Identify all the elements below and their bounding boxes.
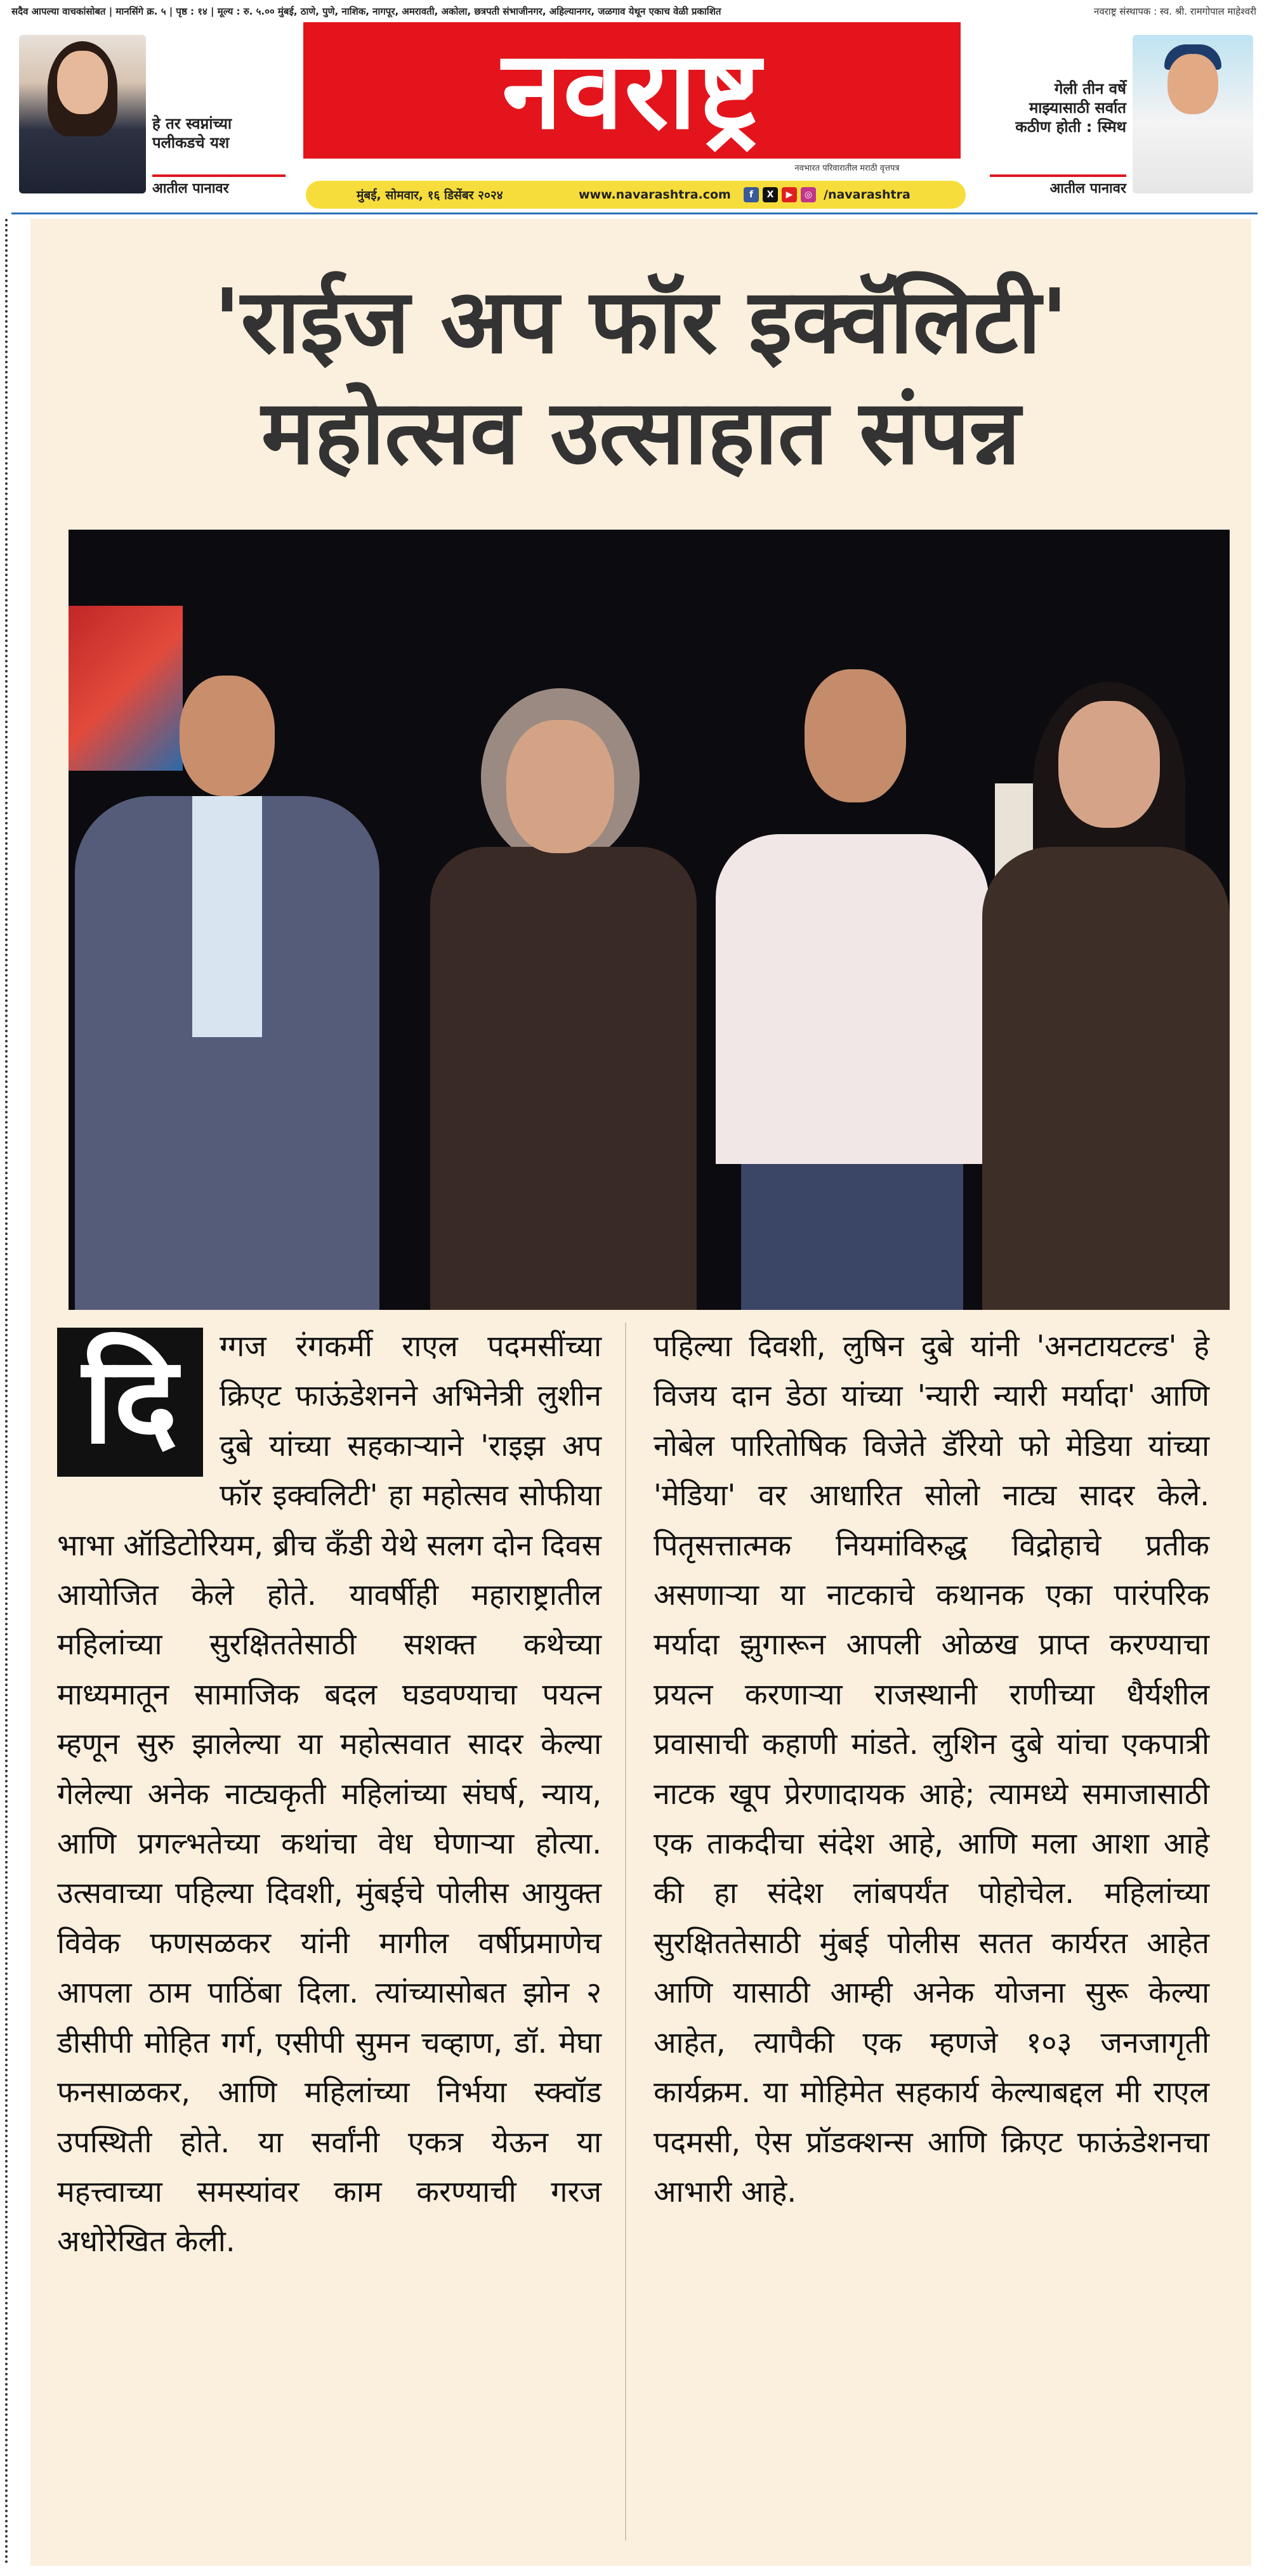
social-links — [744, 187, 911, 202]
facebook-icon[interactable]: f — [744, 187, 759, 202]
masthead-logo — [303, 22, 961, 159]
event-photo — [69, 530, 1230, 1310]
edition-info: सदैव आपल्या वाचकांसोबत | मानसिंगे क्र. ५ | पृष्ठ : १४ | मूल्य : रु. ५.०० मुंबई, ठाणे, पुणे, नाशिक, नागपूर, अमरावती, अकोला, छत्रपती संभाजीनगर, अहिल्यानगर, जळगाव येथून एकाच वेळी प्रकाशित — [11, 6, 721, 17]
left-promo-photo — [19, 35, 146, 193]
left-promo-text: हे तर स्वप्नांच्या पलीकडचे यश — [152, 115, 232, 152]
x-icon[interactable]: X — [763, 187, 778, 202]
column-2-text: पहिल्या दिवशी, लुषिन दुबे यांनी 'अनटायटल्ड' हे विजय दान डेठा यांच्या 'न्यारी न्यारी मर्यादा' आणि नोबेल पारितोषिक विजेते डॅरियो फो मेडिया यांच्या 'मेडिया' वर आधारित सोलो नाट्य सादर केले. पितृसत्तात्मक नियमांविरुद्ध विद्रोहाचे प्रतीक असणाऱ्या या नाटकाचे कथानक एका पारंपरिक मर्यादा झुगारून आपली ओळख प्राप्त करण्याचा प्रयत्न करणाऱ्या राजस्थानी राणीच्या धैर्यशील प्रवासाची कहाणी मांडते. लुशिन दुबे यांचा एकपात्री नाटक खूप प्रेरणादायक आहे; त्यामध्ये समाजासाठी एक ताकदीचा संदेश आहे, आणि मला आशा आहे की हा संदेश लांबपर्यंत पोहोचेल. महिलांच्या सुरक्षिततेसाठी मुंबई पोलीस सतत कार्यरत आहेत आणि यासाठी आम्ही अनेक योजना सुरू केल्या आहेत, त्यापैकी एक म्हणजे १०३ जनजागृती कार्यक्रम. या मोहिमेत सहकार्य केल्याबद्दल मी राएल पदमसी, ऐस प्रॉडक्शन्स आणि क्रिएट फाऊंडेशनचा आभारी आहे. — [654, 1329, 1209, 2209]
person-1-head — [180, 676, 275, 796]
drop-cap: दि — [57, 1328, 203, 1477]
headline-line-2: महोत्सव उत्साहात संपन्न — [261, 381, 1021, 485]
column-divider — [625, 1323, 626, 2540]
person-3 — [716, 834, 989, 1164]
person-4 — [982, 847, 1230, 1310]
instagram-icon[interactable]: ◎ — [801, 187, 816, 202]
right-promo[interactable] — [990, 35, 1256, 200]
left-promo-cta[interactable]: आतील पानावर — [152, 174, 286, 196]
column-1-text: ग्गज रंगकर्मी राएल पदमसींच्या क्रिएट फाऊंडेशनने अभिनेत्री लुशीन दुबे यांच्या सहकाऱ्याने 'राइझ अप फॉर इक्वलिटी' हा महोत्सव सोफीया भाभा ऑडिटोरियम, ब्रीच कँडी येथे सलग दोन दिवस आयोजित केले होते. यावर्षीही महाराष्ट्रातील महिलांच्या सुरक्षिततेसाठी सशक्त कथेच्या माध्यमातून सामाजिक बदल घडवण्याचा पयत्न म्हणून सुरु झालेल्या या महोत्सवात सादर केल्या गेलेल्या अनेक नाट्यकृती महिलांच्या संघर्ष, न्याय, आणि प्रगल्भतेच्या कथांचा वेध घेणाऱ्या होत्या. उत्सवाच्या पहिल्या दिवशी, मुंबईचे पोलीस आयुक्त विवेक फणसळकर यांनी मागील वर्षीप्रमाणेच आपला ठाम पाठिंबा दिला. त्यांच्यासोबत झोन २ डीसीपी मोहित गर्ग, एसीपी सुमन चव्हाण, डॉ. मेघा फनसाळकर, आणि महिलांच्या निर्भया स्क्वॉड उपस्थिती होते. या सर्वांनी एकत्र येऊन या महत्त्वाच्या समस्यांवर काम करण्याची गरज अधोरेखित केली. — [57, 1329, 602, 2259]
article-headline — [30, 266, 1251, 488]
masthead-title: नवराष्ट्र — [502, 27, 762, 154]
headline-line-1: 'राईज अप फॉर इक्वॅलिटी' — [213, 270, 1068, 374]
header-divider — [11, 212, 1258, 214]
person-1-shirt — [192, 796, 262, 1037]
person-2-head — [506, 720, 614, 853]
person-2 — [430, 847, 697, 1310]
issue-date: मुंबई, सोमवार, १६ डिसेंबर २०२४ — [357, 188, 503, 202]
person-3-legs — [741, 1164, 963, 1310]
tagline: नवभारत परिवारातील मराठी वृत्तपत्र — [794, 164, 900, 173]
stage-curtain — [69, 606, 183, 771]
right-promo-text: गेली तीन वर्षे माझ्यासाठी सर्वात कठीण होती : स्मिथ — [1015, 80, 1126, 136]
person-3-head — [805, 669, 906, 802]
article-column-2 — [654, 1321, 1209, 2216]
youtube-icon[interactable]: ▶ — [782, 187, 797, 202]
person-4-head — [1058, 701, 1160, 828]
website-link[interactable]: www.navarashtra.com — [579, 188, 731, 202]
social-handle[interactable]: /navarashtra — [824, 188, 911, 202]
article-column-1 — [57, 1321, 602, 2266]
cut-line — [5, 219, 8, 2566]
left-promo[interactable] — [19, 35, 286, 200]
founder-line: नवराष्ट्र संस्थापक : स्व. श्री. रामगोपाल माहेश्वरी — [1094, 6, 1256, 17]
date-bar — [306, 181, 966, 209]
right-promo-photo — [1133, 35, 1253, 193]
right-promo-cta[interactable]: आतील पानावर — [990, 174, 1126, 196]
